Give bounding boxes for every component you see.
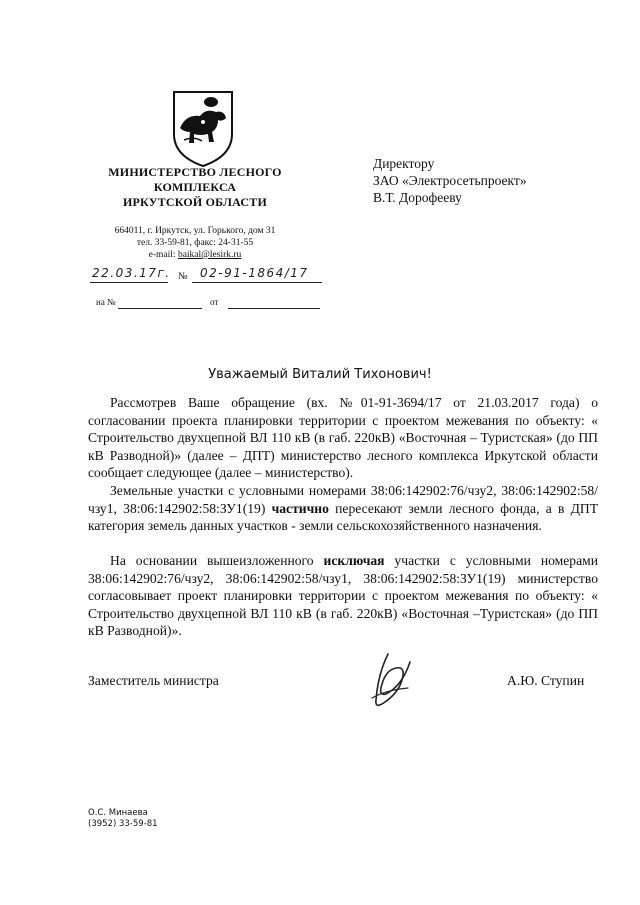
body-paragraph-1: Рассмотрев Ваше обращение (вх. №01-91-3694/17 от 21.03.2017 года) о согласовании проекта планировки территории с проектом межевания по объекту: « Строительство двухцепной ВЛ 110 кВ (в габ. 220кВ) «Восточная – Туристская» (до ПП кВ Разводной)» (далее – ДПТ) министерство лесного комплекса Иркутской области сообщает следующее (далее – министерство). [88,395,598,480]
p2-text-start: Земельные участки с условными номерами 38:06:142902:76/чзу2, 38:06:142902:58/чзу1, 38:06:142902:58:ЗУ1(19) [88,483,598,516]
email-prefix: e-mail: [148,250,178,260]
coat-of-arms-emblem [166,88,240,168]
p2-emphasis: частично [271,500,329,516]
signatory-name: А.Ю. Ступин [507,673,585,688]
org-address: 664011, г. Иркутск, ул. Горького, дом 31 [114,226,276,236]
handwritten-number: 02-91-1864/17 [200,266,309,280]
ref-date-label: от [210,297,219,307]
ref-number-underline [118,308,202,309]
org-name-line1: МИНИСТЕРСТВО ЛЕСНОГО [108,165,282,179]
addressee-company: ЗАО «Электросетьпроект» [373,173,527,188]
org-phone-fax: тел. 33-59-81, факс: 24-31-55 [136,238,254,248]
org-name-line3: ИРКУТСКОЙ ОБЛАСТИ [122,195,268,209]
addressee-name: В.Т. Дорофееву [373,190,462,205]
body-paragraph-2 [88,482,598,535]
p3-emphasis: исключая [323,553,385,568]
p3-text-end: участки с условными номерами 38:06:142902:76/чзу2, 38:06:142902:58/чзу1, 38:06:142902:58:ЗУ1(19) министерство согласовывает проект планировки территории с проектом межевания по объекту: « Строительство двухцепной ВЛ 110 кВ (в габ. 220кВ) «Восточная –Туристская» (до ПП кВ Разводной)». [88,553,598,638]
handwritten-date: 22.03.17г. [92,266,171,280]
email-link[interactable]: baikal@lesirk.ru [177,250,242,260]
p3-text-start: На основании вышеизложенного [110,553,324,568]
org-name-line2: КОМПЛЕКСА [153,180,237,194]
addressee-position: Директору [373,156,435,171]
handwritten-signature [362,650,418,710]
ref-date-underline [228,308,320,309]
number-underline [192,282,322,283]
salutation: Уважаемый Виталий Тихонович! [208,367,432,382]
executor-phone: (3952) 33-59-81 [88,819,158,829]
body-paragraph-3 [88,552,598,640]
ref-number-label: на № [96,297,116,307]
number-label: № [178,271,188,282]
org-email [85,249,305,261]
p2-text-end: пересекают земли лесного фонда, а в ДПТ категория земель данных участков - земли сельскохозяйственного назначения. [88,500,599,533]
signatory-position: Заместитель министра [88,673,219,688]
executor-name: О.С. Минаева [88,808,148,818]
date-underline [90,282,168,283]
